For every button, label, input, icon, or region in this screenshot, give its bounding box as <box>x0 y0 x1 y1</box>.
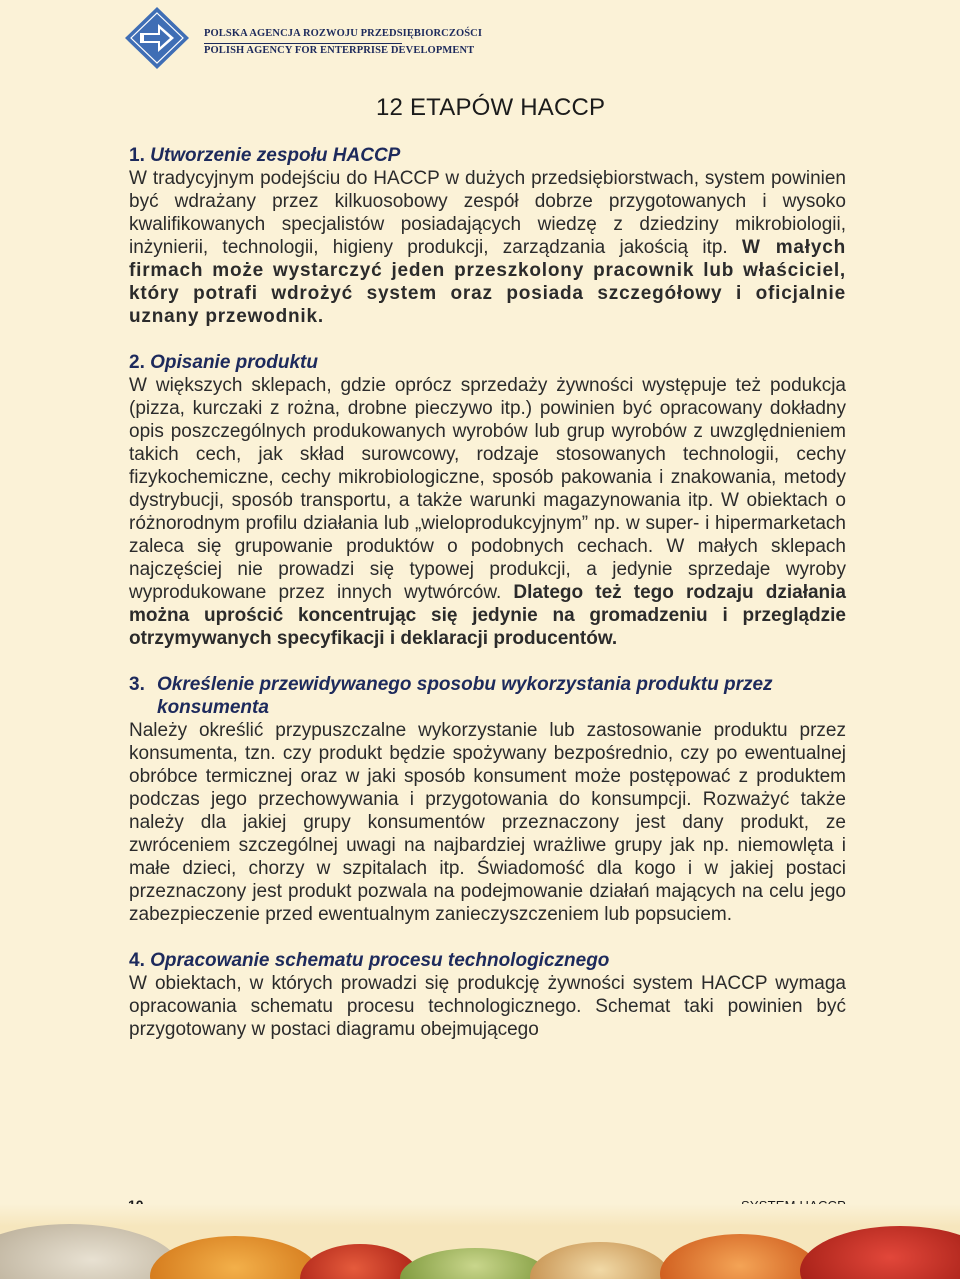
lettuce-image <box>400 1248 550 1279</box>
section-title: Opracowanie schematu procesu technologicznego <box>150 950 610 971</box>
agency-divider <box>204 43 402 44</box>
page-title: 12 ETAPÓW HACCP <box>376 94 606 121</box>
section-body <box>129 167 846 328</box>
agency-name-pl: POLSKA AGENCJA ROZWOJU PRZEDSIĘBIORCZOŚCI <box>204 28 483 39</box>
section-number: 4. <box>129 950 145 971</box>
section-number: 3. <box>129 674 145 695</box>
section-body <box>129 374 846 650</box>
vegetables-decoration <box>0 1204 960 1279</box>
section-title: Utworzenie zespołu HACCP <box>150 145 401 166</box>
pepper-image <box>150 1236 320 1279</box>
body-text: W większych sklepach, gdzie oprócz sprzedaży żywności występuje też podukcja (pizza, kurczaki z rożna, drobne pieczywo itp.) powinien być opracowany dokładny opis poszczególnych produkowanych wyrobów lub grup wyrobów z uwzględnieniem takich cech, jak skład surowcowy, rodzaje stosowanych technologii, cechy fizykochemiczne, cechy mikrobiologiczne, sposób pakowania i znakowania, metody dystrybucji, sposób transportu, a także warunki magazynowania itp. W obiektach o różnorodnym profilu działania lub „wieloprodukcyjnym” np. w super- i hipermarketach zaleca się grupowanie produktów o podobnych cechach. W małych sklepach najczęściej nie prowadzi się typowej produkcji, a jedynie sprzedaje wyroby wyprodukowane przez innych wytwórców. <box>129 375 846 603</box>
section-heading <box>129 673 846 719</box>
agency-name <box>204 26 482 59</box>
section-title: Opisanie produktu <box>150 352 318 373</box>
red-pepper-image <box>800 1226 960 1279</box>
section-3 <box>129 673 846 926</box>
section-title: Określenie przewidywanego sposobu wykorzystania produktu przez konsumenta <box>157 674 773 718</box>
body-text: W obiektach, w których prowadzi się produkcję żywności system HACCP wymaga opracowania schematu procesu technologicznego. Schemat taki powinien być przygotowany w postaci diagramu obejmującego <box>129 973 846 1040</box>
section-2 <box>129 351 846 650</box>
section-body <box>129 719 846 926</box>
body-text: Należy określić przypuszczalne wykorzystanie lub zastosowanie produktu przez konsumenta, tzn. czy produkt będzie spożywany bezpośrednio, czy po ewentualnej obróbce termicznej oraz w jaki sposób konsument może postępować z produktem podczas jego przechowywania i przygotowania do konsumpcji. Rozważyć także należy dla jakiej grupy konsumentów przeznaczony jest dany produkt, ze zwróceniem szczególnej uwagi na najbardziej wrażliwe grupy jak np. niemowlęta i małe dzieci, chorzy w szpitalach itp. Świadomość dla kogo i w jakiej postaci przeznaczony jest produkt pozwala na podejmowanie działań mających na celu jego zabezpieczenie przed ewentualnym zanieczyszczeniem lub popsuciem. <box>129 720 846 925</box>
carrot-image <box>660 1234 820 1279</box>
body-text-bold: Dlatego też tego rodzaju działania można uprościć koncentrując się jedynie na gromadzeniu i przeglądzie otrzymywanych specyfikacji i deklaracji producentów. <box>129 582 846 649</box>
section-4 <box>129 949 846 1041</box>
body-text-bold: W małych firmach może wystarczyć jeden przeszkolony pracownik lub właściciel, który potrafi wdrożyć system oraz posiada szczegółowy i oficjalnie uznany przewodnik. <box>129 237 847 327</box>
section-number: 2. <box>129 352 145 373</box>
section-heading <box>129 351 846 374</box>
section-number: 1. <box>129 145 145 166</box>
section-heading <box>129 949 846 972</box>
body-text: W tradycyjnym podejściu do HACCP w dużych przedsiębiorstwach, system powinien być wdrażany przez kilkuosobowy zespół dobrze przygotowanych i wysoko kwalifikowanych specjalistów posiadających wiedzę z dziedziny mikrobiologii, inżynierii, technologii, higieny produkcji, zarządzania jakością itp. <box>129 168 846 258</box>
section-heading <box>129 144 846 167</box>
section-1 <box>129 144 846 328</box>
agency-name-en: POLISH AGENCY FOR ENTERPRISE DEVELOPMENT <box>204 45 475 56</box>
agency-logo-icon <box>124 6 190 70</box>
onion-image <box>530 1242 670 1279</box>
section-body <box>129 972 846 1041</box>
main-content <box>129 144 846 1041</box>
